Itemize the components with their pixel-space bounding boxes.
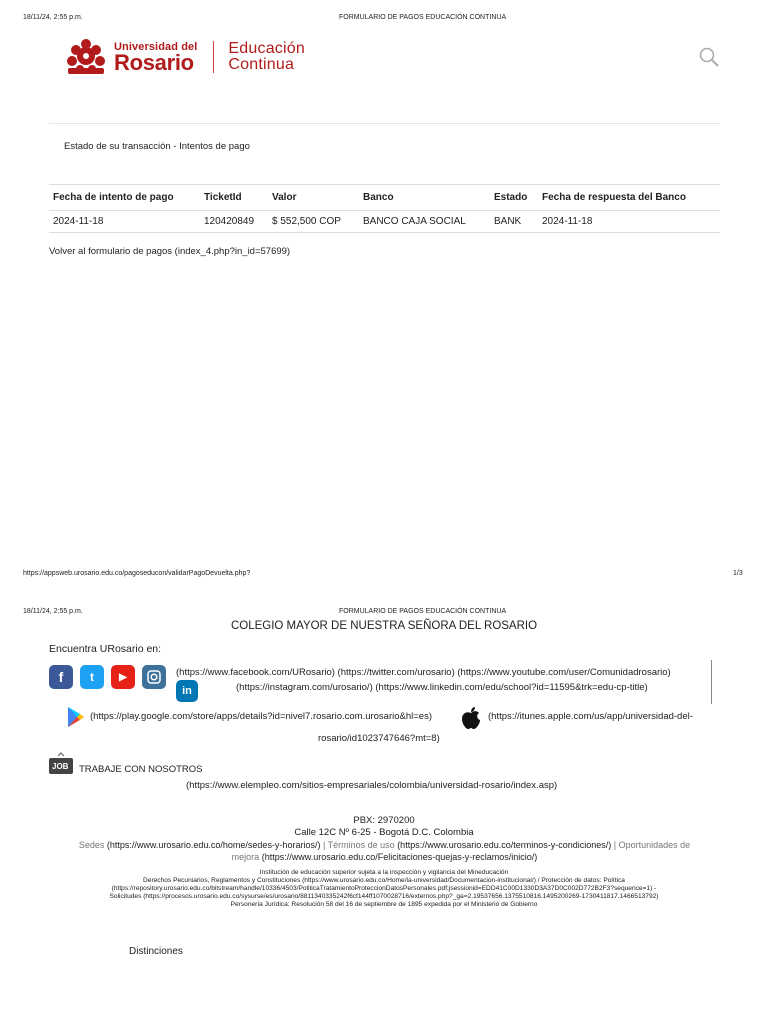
find-us-label: Encuentra URosario en: (49, 643, 162, 655)
twitter-icon[interactable]: t (80, 665, 104, 689)
distinciones-heading: Distinciones (129, 946, 183, 957)
sedes-url[interactable]: (https://www.urosario.edu.co/home/sedes-y-horarios/) (106, 840, 321, 850)
jobs-link[interactable]: (https://www.elempleo.com/sitios-empresariales/colombia/universidad-rosario/index.asp) (186, 780, 558, 791)
status-title: Estado de su transacción - Intentos de pago (64, 141, 250, 152)
print-title: FORMULARIO DE PAGOS EDUCACIÓN CONTINUA (339, 608, 507, 615)
app-store-button[interactable] (461, 706, 481, 735)
column-header: Valor (268, 185, 359, 211)
search-icon (698, 46, 722, 70)
logo-educacion-line: Educación (228, 40, 305, 57)
social-divider (711, 660, 712, 704)
terminos-link[interactable]: Términos de uso (327, 840, 395, 850)
column-header: Fecha de respuesta del Banco (538, 185, 720, 211)
social-links-line1[interactable]: (https://www.facebook.com/URosario) (https://twitter.com/urosario) (https://www.youtube.com/user/Comunidadrosario) (176, 667, 671, 678)
table-cell: BANK (490, 211, 538, 233)
table-row (49, 211, 720, 233)
sedes-link[interactable]: Sedes (78, 840, 105, 850)
table-cell: BANCO CAJA SOCIAL (359, 211, 490, 233)
job-badge-text: JOB (52, 762, 69, 771)
table-header-row (49, 185, 720, 211)
legal-line[interactable]: Derechos Pecuniarios, Reglamentos y Constituciones (https://www.urosario.edu.co/Home/la-universidad/Documentacion-institucional/) / Protección de datos: Política (143, 877, 625, 884)
instagram-icon[interactable] (142, 665, 166, 689)
site-logo[interactable] (62, 36, 305, 78)
social-links-line2[interactable]: (https://instagram.com/urosario/) (https://www.linkedin.com/edu/school?id=11595&trk=edu-cp-title) (236, 682, 648, 693)
logo-rosario-line: Rosario (114, 50, 194, 75)
table-cell: 2024-11-18 (49, 211, 200, 233)
table-cell: $ 552,500 COP (268, 211, 359, 233)
search-button[interactable] (698, 46, 722, 70)
youtube-icon[interactable]: ▶ (111, 665, 135, 689)
column-header: Fecha de intento de pago (49, 185, 200, 211)
legal-line: Institución de educación superior sujeta a la inspección y vigilancia del Mineducación (259, 869, 509, 876)
google-play-link[interactable]: (https://play.google.com/store/apps/details?id=nivel7.rosario.com.urosario&hl=es) (90, 711, 432, 722)
pbx-number: PBX: 2970200 (353, 815, 415, 826)
separator: | (611, 840, 619, 850)
print-page-number: 1/3 (733, 570, 743, 577)
print-url: https://appsweb.urosario.edu.co/pagoseducon/validarPagoDevuelta.php? (23, 570, 251, 577)
legal-line[interactable]: Solicitudes (https://procesos.urosario.edu.co/sysurse/es/urosario/881134033524​2f6cf144ff1070028716/externos.php?_ga=2.19537656.1375510816.1495200269-1730411817.1466513792) (109, 893, 659, 900)
linkedin-icon[interactable]: in (176, 680, 198, 702)
google-play-button[interactable] (66, 706, 86, 733)
mejora-url[interactable]: (https://www.urosario.edu.co/Felicitaciones-quejas-y-reclamos/inicio/) (261, 852, 538, 862)
column-header: Banco (359, 185, 490, 211)
logo-university-line: Universidad del (114, 41, 198, 53)
college-name: COLEGIO MAYOR DE NUESTRA SEÑORA DEL ROSARIO (230, 620, 538, 632)
back-to-form-link[interactable]: Volver al formulario de pagos (index_4.php?in_id=57699) (49, 246, 291, 257)
legal-line[interactable]: (https://repository.urosario.edu.co/bitstream/handle/10336/4503/PoliticaTratamientoProteccionDatosPersonales.pdf;jsessionid=EDD41C00D1330D3A37D0C002D772B2F3?sequence=1) - (111, 885, 657, 892)
mejora-link[interactable]: mejora (231, 852, 260, 862)
table-cell: 120420849 (200, 211, 268, 233)
table-cell: 2024-11-18 (538, 211, 720, 233)
address: Calle 12C Nº 6-25 - Bogotá D.C. Colombia (294, 827, 474, 838)
footer-links (49, 839, 720, 863)
transactions-table (49, 184, 720, 233)
logo-continua-line: Continua (228, 56, 295, 73)
app-store-link-line2[interactable]: rosario/id1023747646?mt=8) (318, 733, 440, 744)
jobs-label[interactable]: TRABAJE CON NOSOTROS (79, 764, 203, 775)
print-title: FORMULARIO DE PAGOS EDUCACIÓN CONTINUA (339, 14, 507, 21)
terminos-url[interactable]: (https://www.urosario.edu.co/terminos-y-condiciones/) (397, 840, 612, 850)
column-header: TicketId (200, 185, 268, 211)
google-play-icon (66, 706, 86, 728)
oportunidades-link[interactable]: Oportunidades de (618, 840, 691, 850)
separator: | (320, 840, 328, 850)
social-icons (49, 665, 166, 689)
logo-divider (213, 41, 214, 73)
column-header: Estado (490, 185, 538, 211)
app-store-link-line1[interactable]: (https://itunes.apple.com/us/app/universidad-del- (488, 711, 693, 722)
print-datetime: 18/11/24, 2:55 p.m. (23, 14, 83, 21)
legal-block (0, 869, 768, 909)
instagram-camera-icon (146, 669, 162, 685)
facebook-icon[interactable]: f (49, 665, 73, 689)
rosario-seal-icon (62, 36, 110, 78)
apple-icon (461, 706, 481, 730)
legal-line: Personería Jurídica: Resolución 58 del 16 de septiembre de 1895 expedida por el Ministerio de Gobierno (230, 901, 538, 908)
print-datetime: 18/11/24, 2:55 p.m. (23, 608, 83, 615)
job-badge[interactable] (48, 752, 74, 781)
header-divider (49, 123, 720, 124)
